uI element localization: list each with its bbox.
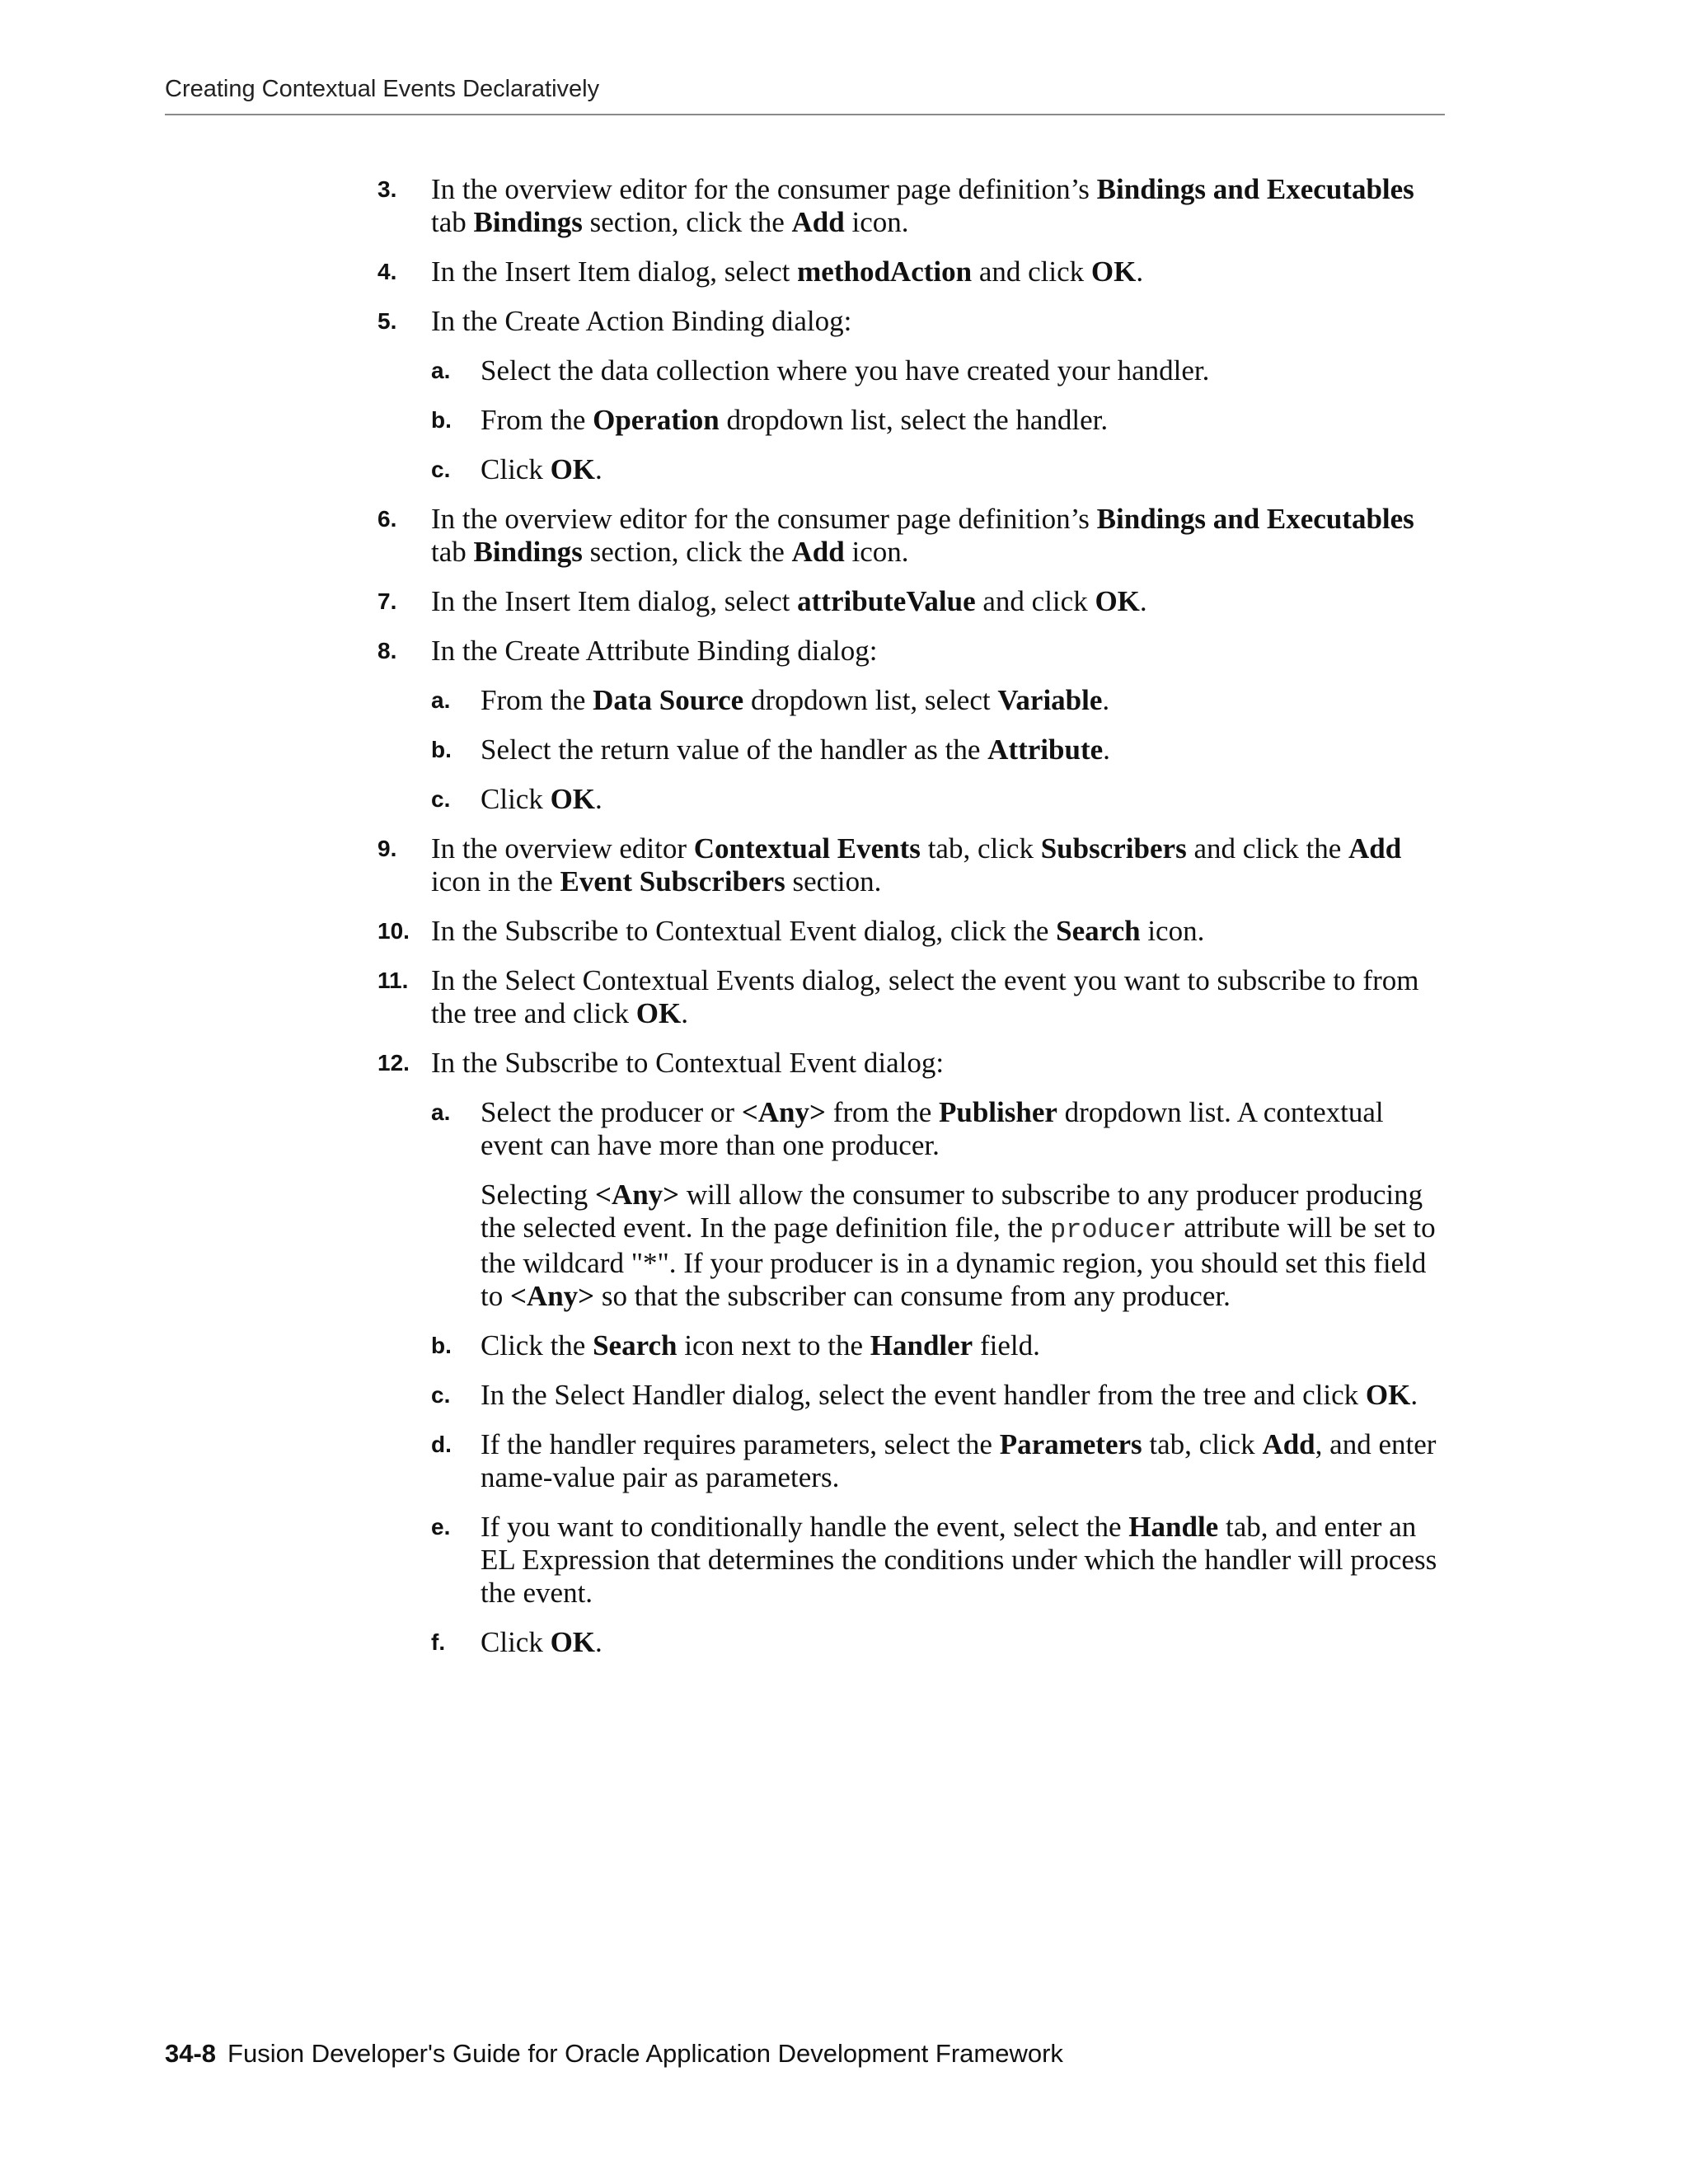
substep-text: Click OK. [481,783,603,815]
substep-letter: b. [431,407,452,433]
substep-letter: b. [431,737,452,762]
substep-12c [431,1379,1445,1412]
step-text: In the Insert Item dialog, select attributeValue and click OK. [431,585,1147,617]
substep-letter: d. [431,1432,452,1457]
substep-8a [431,684,1445,717]
substep-8b [431,733,1445,766]
page-number: 34-8 [165,2039,217,2068]
step-text: In the overview editor Contextual Events tab, click Subscribers and click the Add icon in the Event Subscribers section. [431,832,1402,898]
step-number: 8. [377,638,397,663]
running-header: Creating Contextual Events Declaratively [165,76,600,102]
substep-text: Click OK. [481,1626,603,1658]
step-10 [377,915,1445,948]
substep-text: From the Data Source dropdown list, select Variable. [481,684,1110,716]
step-11 [377,964,1445,1030]
substeps [431,684,1445,816]
step-8 [377,635,1445,816]
substep-12d [431,1428,1445,1494]
step-7 [377,585,1445,618]
step-text: In the Insert Item dialog, select methodAction and click OK. [431,255,1144,288]
substeps [431,354,1445,486]
substep-letter: a. [431,687,451,713]
step-text: In the Create Attribute Binding dialog: [431,635,878,667]
header-divider [165,114,1445,115]
substep-text: In the Select Handler dialog, select the event handler from the tree and click OK. [481,1379,1418,1411]
step-text: In the overview editor for the consumer page definition’s Bindings and Executables tab Bindings section, click the Add icon. [431,173,1414,238]
step-5 [377,305,1445,486]
substep-letter: a. [431,358,451,383]
substep-letter: b. [431,1333,452,1358]
substep-text: Select the producer or <Any> from the Publisher dropdown list. A contextual event can have more than one producer. [481,1096,1384,1161]
step-number: 10. [377,918,410,944]
running-footer [165,2039,1063,2069]
substep-12f [431,1626,1445,1659]
substep-letter: a. [431,1099,451,1125]
substep-text: Select the return value of the handler as the Attribute. [481,733,1110,766]
substep-letter: e. [431,1514,451,1540]
substep-letter: c. [431,786,451,812]
substep-text: Click the Search icon next to the Handler field. [481,1329,1040,1361]
step-text: In the Select Contextual Events dialog, select the event you want to subscribe to from the tree and click OK. [431,964,1419,1029]
substep-12e [431,1511,1445,1610]
step-number: 9. [377,836,397,861]
step-6 [377,503,1445,569]
substep-text: If you want to conditionally handle the event, select the Handle tab, and enter an EL Expression that determines the conditions under which the handler will process the event. [481,1511,1437,1609]
step-text: In the overview editor for the consumer page definition’s Bindings and Executables tab Bindings section, click the Add icon. [431,503,1414,568]
substep-letter: c. [431,1382,451,1408]
substep-text: Click OK. [481,453,603,485]
step-4 [377,255,1445,288]
substep-5a [431,354,1445,387]
substep-5b [431,404,1445,437]
substep-8c [431,783,1445,816]
step-number: 7. [377,588,397,614]
substep-text: Select the data collection where you have created your handler. [481,354,1210,387]
step-text: In the Subscribe to Contextual Event dialog, click the Search icon. [431,915,1205,947]
substeps [431,1096,1445,1659]
substep-text: If the handler requires parameters, select the Parameters tab, click Add, and enter name-value pair as parameters. [481,1428,1437,1493]
substep-12a [431,1096,1445,1313]
code-producer: producer [1049,1215,1177,1245]
substep-12b [431,1329,1445,1362]
procedure-steps [377,173,1445,1675]
step-number: 3. [377,176,397,202]
substep-letter: f. [431,1629,446,1655]
step-9 [377,832,1445,898]
step-text: In the Create Action Binding dialog: [431,305,852,337]
substep-text: From the Operation dropdown list, select the handler. [481,404,1109,436]
step-number: 11. [377,968,409,993]
step-number: 12. [377,1050,410,1076]
step-12 [377,1047,1445,1659]
substep-letter: c. [431,457,451,482]
substep-note: Selecting <Any> will allow the consumer to subscribe to any producer producing the selected event. In the page definition file, the producer attribute will be set to the wildcard "*". If your producer is in a dynamic region, you should set this field to <Any> so that the subscriber can consume from any producer. [481,1179,1436,1312]
step-3 [377,173,1445,239]
step-number: 5. [377,308,397,334]
step-number: 4. [377,259,397,284]
step-number: 6. [377,506,397,532]
substep-5c [431,453,1445,486]
book-title: Fusion Developer's Guide for Oracle Application Development Framework [227,2039,1063,2068]
step-text: In the Subscribe to Contextual Event dialog: [431,1047,945,1079]
